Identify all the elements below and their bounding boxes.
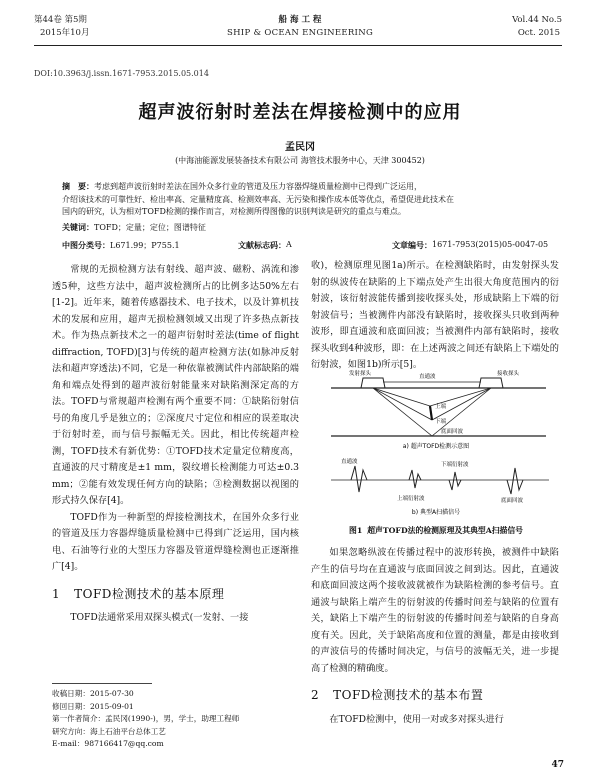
abstract-line-2: 介绍该技术的可靠性好、检出率高、定量精度高、检测效率高、无污染和操作成本低等优点，希望促进此技术在 (62, 194, 454, 204)
section-1-heading (52, 586, 299, 603)
label-transmitter: 发射探头 (349, 371, 372, 377)
transmitter-probe (361, 378, 385, 388)
ascan-upper-tip-signal (409, 470, 421, 488)
doi: DOI:10.3963/j.issn.1671-7953.2015.05.014 (34, 69, 209, 78)
right-column-lower (311, 545, 559, 728)
abstract-line-3: 国内的研究，认为相对TOFD检测的操作而言，对检测所得图像的识别判读是研究的重点与难点。 (62, 207, 406, 216)
ascan-lateral-wave (351, 466, 367, 492)
article-title: 超声波衍射时差法在焊接检测中的应用 (138, 102, 462, 123)
left-paragraph-2: TOFD作为一种新型的焊接检测技术，在国外众多行业的管道及压力容器焊缝质量检测中已得到广泛运用，国内核电、石油等行业的大型压力容器及管道焊缝检测也正逐渐推广[4]。 (52, 511, 299, 572)
label-ascan-lower: 下端衍射波 (441, 462, 469, 468)
label-lower-tip: 下端 (435, 419, 447, 425)
page-number: 47 (551, 760, 564, 770)
figure-caption-text: 超声TOFD法的检测原理及其典型A扫描信号 (367, 526, 523, 535)
left-paragraph-3: TOFD法通常采用双探头模式(一发射、一接 (70, 612, 249, 623)
clc-value: L671.99；P755.1 (110, 241, 180, 250)
left-column (52, 262, 299, 627)
crack-defect (430, 406, 432, 420)
section-1-title: TOFD检测技术的基本原理 (74, 586, 225, 601)
figure-1 (311, 368, 561, 518)
section-1-number: 1 (52, 586, 61, 601)
right-paragraph-3: 在TOFD检测中，使用一对或多对探头进行 (329, 713, 504, 725)
header-date-cn: 2015年10月 (40, 28, 90, 38)
section-2-title: TOFD检测技术的基本布置 (333, 688, 484, 702)
clc-label: 中图分类号： (62, 240, 110, 250)
label-ascan-backwall: 底面回波 (501, 498, 524, 504)
header-volume-cn: 第44卷 第5期 (34, 15, 87, 25)
doc-code-label: 文献标志码： (238, 240, 286, 250)
abstract-line-1: 考虑到超声波衍射时差法在国外众多行业的管道及压力容器焊缝质量检测中已得到广泛运用， (94, 182, 422, 191)
header-date-en: Oct. 2015 (517, 28, 560, 38)
abstract (62, 180, 567, 234)
back-wall-incident-path (373, 388, 432, 436)
label-receiver: 接收探头 (497, 371, 520, 377)
label-ascan-upper: 上端衍射波 (397, 496, 425, 502)
doc-code-value: A (286, 240, 292, 249)
right-column-upper (311, 258, 559, 374)
footnote-received: 收稿日期：2015-07-30 (52, 689, 134, 698)
subcaption-b: b) 典型A扫描信号 (411, 509, 461, 516)
label-lateral: 直通波 (419, 374, 436, 380)
figure-caption-number: 图1 (349, 526, 363, 535)
left-paragraph-1: 常规的无损检测方法有射线、超声波、磁粉、涡流和渗透5种，这些方法中，超声波检测所占的比例多达50%左右[1-2]。近年来，随着传感器技术、电子技术，以及计算机技术的发展和应用，超声无损检测领域又出现了许多热点新技术。作为热点新技术之一的超声衍射时差法(time of flight diffraction, TOFD)[3]与传统的超声检测方法(如脉冲反射法和超声穿透法)不同，它是一种依靠被测试件内部缺陷的端角和端点处得到的超声波衍射能量来对缺陷测深定高的方法。TOFD与常规超声检测有两个重要不同：①缺陷衍射信号的角度几乎是独立的；②深度尺寸定位和相应的误差取决于衍射时差，而与信号振幅无关。因此，相比传统超声检测，TOFD技术有新优势：①TOFD技术定量定位精度高，直通波的尺寸精度是±1 mm，裂纹增长检测能力可达±0.3 mm；②能有效发现任何方向的缺陷；③检测数据以视图的形式持久保存[4]。 (52, 264, 299, 506)
author: 孟民冈 (285, 142, 315, 153)
receiver-probe (479, 378, 503, 388)
header-journal-en: SHIP & OCEAN ENGINEERING (226, 28, 374, 38)
section-2-number: 2 (311, 688, 320, 702)
keywords: TOFD；定量；定位；图谱特征 (94, 222, 206, 232)
label-back-wall: 底面回波 (441, 429, 464, 435)
label-upper-tip: 上端 (435, 404, 447, 410)
header-rule (34, 45, 562, 46)
right-paragraph-1: 收)，检测原理见图1a)所示。在检测缺陷时，由发射探头发射的纵波传在缺陷的上下端点处产生出很大角度范围内的衍射波，该衍射波能传播到接收探头处，形成缺陷上下端的衍射波信号；当被测件内部没有缺陷时，接收探头只收到两种波形，即直通波和底面回波；当被测件内部有缺陷时，接收探头收到4种波形，即：在上述两波之间还有缺陷上下端处的衍射波，如图1b)所示[5]。 (311, 260, 559, 370)
footnote-research: 研究方向：海上石油平台总体工艺 (52, 726, 166, 736)
keywords-label: 关键词： (62, 221, 94, 232)
abstract-label: 摘 要： (62, 181, 94, 191)
label-ascan-lateral: 直通波 (341, 459, 358, 465)
article-id-label: 文章编号： (392, 240, 432, 250)
right-paragraph-2: 如果忽略纵波在传播过程中的波形转换，被测件中缺陷产生的信号均在直通波与底面回波之间到达。因此，直通波和底面回波这两个接收波就被作为缺陷检测的参考信号。直通波与缺陷上端产生的衍射波的传播时间差与缺陷的位置有关，缺陷上下端产生的衍射波的传播时间差与缺陷的自身高度有关。因此，关于缺陷高度和位置的测量，都是由接收到的声波信号的传播时间决定，与信号的波幅无关，进一步提高了检测的精确度。 (311, 547, 559, 674)
footnote-author-bio: 第一作者简介：孟民冈(1990-)，男，学士，助理工程师 (52, 714, 240, 723)
affiliation: (中海油能源发展装备技术有限公司 海管技术服务中心，天津 300452) (175, 156, 425, 165)
section-2-heading (311, 687, 559, 704)
figure-caption (311, 525, 561, 536)
footnote-revised: 修回日期：2015-09-01 (52, 701, 134, 711)
subcaption-a: a) 超声TOFD检测示意图 (402, 443, 470, 450)
footnote-email: E-mail：987166417@qq.com (52, 739, 164, 748)
ascan-back-wall-echo (507, 468, 523, 494)
header-volume-en: Vol.44 No.5 (512, 15, 562, 25)
footnote-rule (52, 683, 152, 684)
article-id-value: 1671-7953(2015)05-0047-05 (432, 240, 549, 249)
footnotes (52, 688, 299, 751)
header-journal-cn: 船 海 工 程 (278, 15, 322, 25)
ascan-lower-tip-signal (449, 472, 461, 490)
